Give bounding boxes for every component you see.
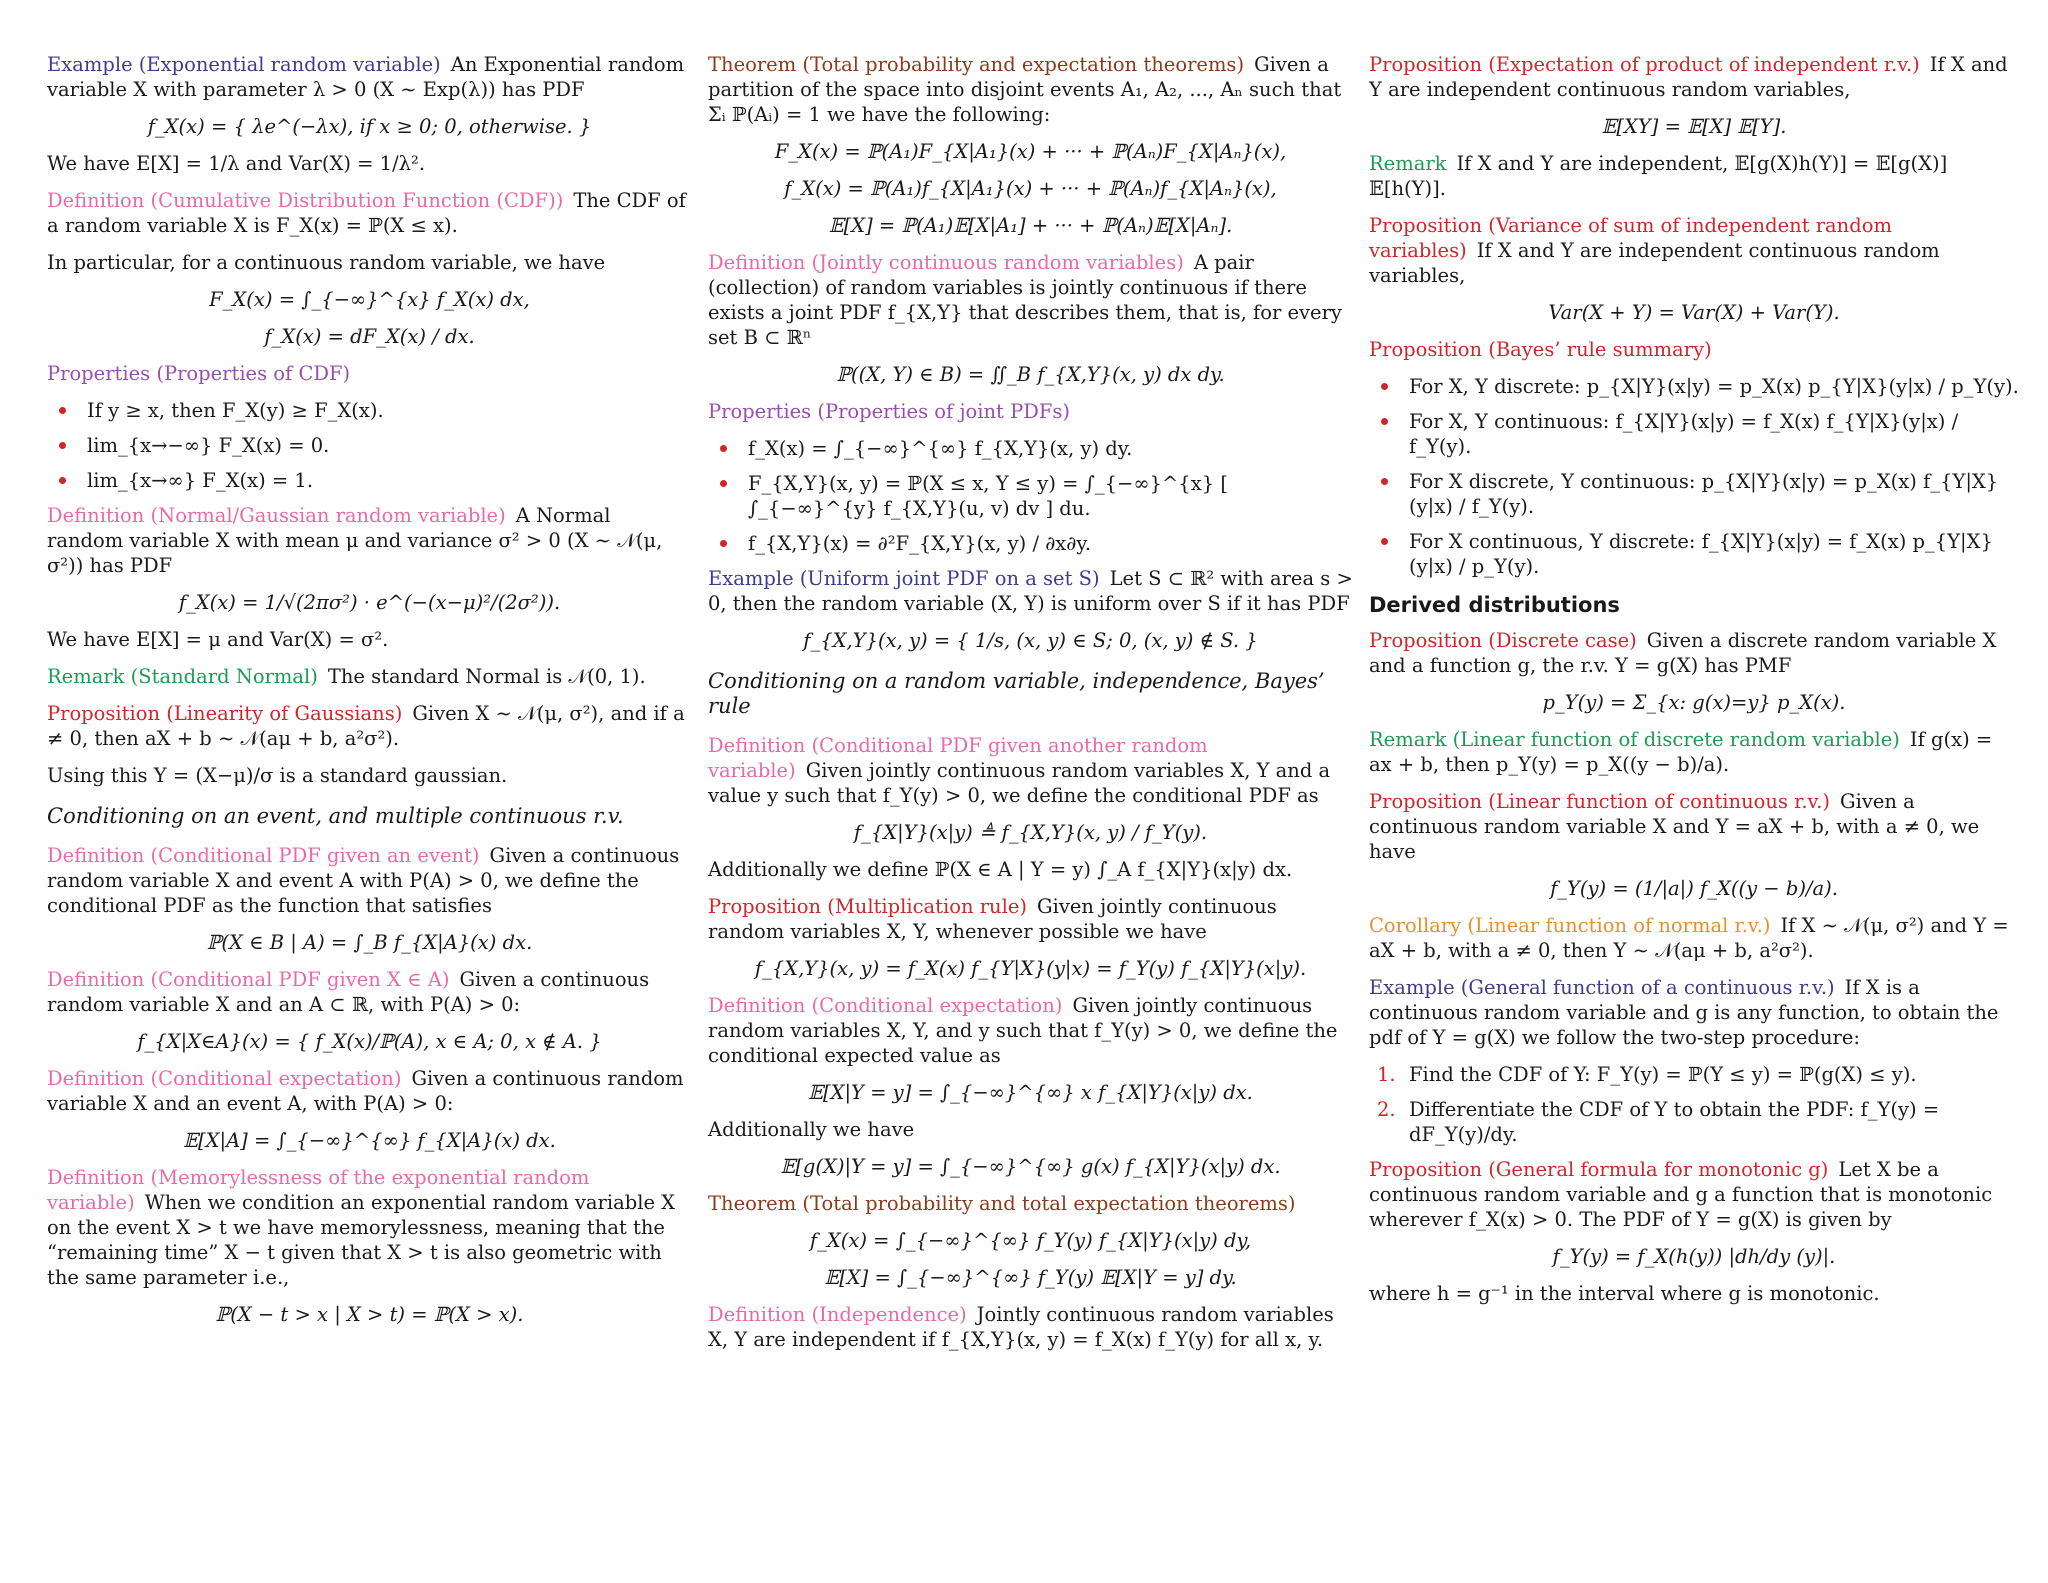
display-equation: 𝔼[X|Y = y] = ∫_{−∞}^{∞} x f_{X|Y}(x|y) dx. [808,1081,1253,1104]
block-label: Definition (Conditional expectation) [47,1067,402,1090]
section-heading: Derived distributions [1369,593,1620,617]
theorem-block [47,52,692,102]
block-paragraph [708,566,1353,616]
display-equation: p_Y(y) = Σ_{x: g(x)=y} p_X(x). [1542,691,1846,714]
block-label: Proposition (Expectation of product of independent r.v.) [1369,53,1920,76]
bullet-list [708,436,1353,556]
body-text: In particular, for a continuous random variable, we have [47,251,606,274]
list-item: lim_{x→−∞} F_X(x) = 0. [87,433,692,458]
block-paragraph [47,967,692,1017]
block-label: Definition (Independence) [708,1303,967,1326]
body-text: Additionally we have [708,1118,915,1141]
block-paragraph [47,361,692,386]
block-paragraph [1369,913,2019,963]
list-item-text: Find the CDF of Y: F_Y(y) = ℙ(Y ≤ y) = ℙ(g(X) ≤ y). [1409,1063,1917,1086]
block-paragraph [47,1165,692,1290]
display-equation: f_X(x) = ℙ(A₁)f_{X|A₁}(x) + ··· + ℙ(Aₙ)f_{X|Aₙ}(x), [784,177,1277,200]
column-3 [1369,52,2019,1318]
block-paragraph [708,733,1353,808]
theorem-block [708,1302,1353,1352]
block-paragraph [47,52,692,102]
block-text: The standard Normal is 𝒩(0, 1). [327,665,646,688]
theorem-block [1369,913,2019,963]
block-paragraph [708,399,1353,424]
theorem-block [708,250,1353,350]
block-paragraph [47,664,692,689]
block-label: Definition (Conditional PDF given another random variable) [708,734,1208,782]
list-item: For X continuous, Y discrete: f_{X|Y}(x|y) = f_X(x) p_{Y|X}(y|x) / p_Y(y). [1409,529,2019,579]
theorem-block [1369,975,2019,1050]
display-equation: ℙ(X − t > x | X > t) = ℙ(X > x). [215,1303,524,1326]
theorem-block [47,1165,692,1290]
block-label: Properties (Properties of CDF) [47,362,351,385]
block-paragraph [1369,337,2019,362]
block-text: Given jointly continuous random variables X, Y and a value y such that f_Y(y) > 0, we define the conditional PDF as [708,759,1331,807]
theorem-block [47,1066,692,1116]
body-text: where h = g⁻¹ in the interval where g is monotonic. [1369,1282,1880,1305]
block-label: Proposition (Variance of sum of independent random variables) [1369,214,1892,262]
list-item: For X discrete, Y continuous: p_{X|Y}(x|y) = p_X(x) f_{Y|X}(y|x) / f_Y(y). [1409,469,2019,519]
body-text: We have E[X] = μ and Var(X) = σ². [47,628,389,651]
display-equation: 𝔼[g(X)|Y = y] = ∫_{−∞}^{∞} g(x) f_{X|Y}(x|y) dx. [780,1155,1281,1178]
list-item: lim_{x→∞} F_X(x) = 1. [87,468,692,493]
block-label: Remark [1369,152,1447,175]
list-number: 1. [1377,1063,1396,1086]
list-item: For X, Y continuous: f_{X|Y}(x|y) = f_X(x) f_{Y|X}(y|x) / f_Y(y). [1409,409,2019,459]
block-text: If X is a continuous random variable and g is any function, to obtain the pdf of Y = g(X) we follow the two-step procedure: [1369,976,1999,1049]
block-text: Given X ∼ 𝒩(μ, σ²), and if a ≠ 0, then aX + b ∼ 𝒩(aμ + b, a²σ²). [47,702,685,750]
block-paragraph [708,1191,1353,1216]
list-number: 2. [1377,1098,1396,1121]
theorem-block [1369,337,2019,362]
display-equation: f_{X,Y}(x, y) = { 1/s, (x, y) ∈ S; 0, (x, y) ∉ S. } [803,629,1258,652]
block-paragraph [708,250,1353,350]
column-1 [47,52,692,1339]
block-text: Given a partition of the space into disjoint events A₁, A₂, ..., Aₙ such that Σᵢ ℙ(Aᵢ) = 1 we have the following: [708,53,1342,126]
display-equation: f_X(x) = ∫_{−∞}^{∞} f_Y(y) f_{X|Y}(x|y) dy, [809,1229,1252,1252]
theorem-block [47,967,692,1017]
display-equation: F_X(x) = ∫_{−∞}^{x} f_X(x) dx, [209,288,530,311]
block-label: Definition (Conditional PDF given X ∈ A) [47,968,450,991]
display-equation: f_{X|X∈A}(x) = { f_X(x)/ℙ(A), x ∈ A; 0, x ∉ A. } [137,1030,602,1053]
display-equation: f_Y(y) = f_X(h(y)) |dh/dy (y)|. [1552,1245,1836,1268]
list-item: F_{X,Y}(x, y) = ℙ(X ≤ x, Y ≤ y) = ∫_{−∞}^{x} [ ∫_{−∞}^{y} f_{X,Y}(u, v) dv ] du. [748,471,1353,521]
display-equation: 𝔼[XY] = 𝔼[X] 𝔼[Y]. [1601,115,1787,138]
theorem-block [47,361,692,386]
block-text: A Normal random variable X with mean μ and variance σ² > 0 (X ∼ 𝒩(μ, σ²)) has PDF [47,504,663,577]
display-equation: 𝔼[X] = ∫_{−∞}^{∞} f_Y(y) 𝔼[X|Y = y] dy. [824,1266,1237,1289]
body-text: We have E[X] = 1/λ and Var(X) = 1/λ². [47,152,426,175]
block-label: Proposition (Linear function of continuous r.v.) [1369,790,1831,813]
block-label: Remark (Linear function of discrete random variable) [1369,728,1900,751]
block-label: Proposition (Linearity of Gaussians) [47,702,403,725]
block-paragraph [1369,628,2019,678]
block-text: Given jointly continuous random variables X, Y, whenever possible we have [708,895,1277,943]
list-item: For X, Y discrete: p_{X|Y}(x|y) = p_X(x) p_{Y|X}(y|x) / p_Y(y). [1409,375,2019,398]
block-label: Example (Uniform joint PDF on a set S) [708,567,1100,590]
block-label: Definition (Jointly continuous random variables) [708,251,1184,274]
column-2 [708,52,1353,1364]
theorem-block [708,52,1353,127]
block-paragraph [1369,52,2019,102]
numbered-list [1369,1062,2019,1147]
block-paragraph [708,993,1353,1068]
block-paragraph [708,52,1353,127]
list-item-text: Differentiate the CDF of Y to obtain the PDF: f_Y(y) = dF_Y(y)/dy. [1409,1098,1940,1146]
theorem-block [1369,52,2019,102]
block-paragraph [1369,789,2019,864]
block-label: Example (Exponential random variable) [47,53,441,76]
block-paragraph [1369,975,2019,1050]
block-paragraph [1369,727,2019,777]
display-equation: f_{X,Y}(x, y) = f_X(x) f_{Y|X}(y|x) = f_Y(y) f_{X|Y}(x|y). [754,957,1307,980]
block-paragraph [708,1302,1353,1352]
block-text: Let X be a continuous random variable and g a function that is monotonic wherever f_X(x) > 0. The PDF of Y = g(X) is given by [1369,1158,1993,1231]
block-label: Proposition (Multiplication rule) [708,895,1027,918]
theorem-block [1369,789,2019,864]
block-text: If X and Y are independent continuous random variables, [1369,239,1940,287]
theorem-block [708,566,1353,616]
block-label: Definition (Cumulative Distribution Function (CDF)) [47,189,564,212]
theorem-block [708,894,1353,944]
theorem-block [47,701,692,751]
block-label: Proposition (General formula for monotonic g) [1369,1158,1829,1181]
list-item [1377,1062,2019,1087]
theorem-block [47,503,692,578]
block-text: Jointly continuous random variables X, Y are independent if f_{X,Y}(x, y) = f_X(x) f_Y(y) for all x, y. [708,1303,1334,1351]
block-paragraph [47,843,692,918]
theorem-block [47,843,692,918]
block-label: Theorem (Total probability and total expectation theorems) [708,1192,1296,1215]
block-paragraph [47,503,692,578]
block-paragraph [47,188,692,238]
block-label: Remark (Standard Normal) [47,665,318,688]
display-equation: f_X(x) = { λe^(−λx), if x ≥ 0; 0, otherwise. } [147,115,592,138]
block-text: If X and Y are independent continuous random variables, [1369,53,2008,101]
block-paragraph [1369,1157,2019,1232]
theorem-block [47,188,692,238]
block-label: Definition (Conditional PDF given an event) [47,844,480,867]
display-equation: 𝔼[X] = ℙ(A₁)𝔼[X|A₁] + ··· + ℙ(Aₙ)𝔼[X|Aₙ]. [828,214,1233,237]
theorem-block [1369,727,2019,777]
block-text: Given a discrete random variable X and a function g, the r.v. Y = g(X) has PMF [1369,629,1997,677]
block-paragraph [1369,213,2019,288]
theorem-block [708,733,1353,808]
block-label: Example (General function of a continuous r.v.) [1369,976,1835,999]
block-text: Let S ⊂ ℝ² with area s > 0, then the random variable (X, Y) is uniform over S if it has PDF [708,567,1353,615]
bullet-list [1369,374,2019,579]
block-label: Properties (Properties of joint PDFs) [708,400,1070,423]
block-label: Proposition (Bayes’ rule summary) [1369,338,1712,361]
theorem-block [708,993,1353,1068]
block-paragraph [47,1066,692,1116]
display-equation: ℙ((X, Y) ∈ B) = ∬_B f_{X,Y}(x, y) dx dy. [836,363,1225,386]
section-heading: Conditioning on a random variable, independence, Bayes’ rule [708,669,1325,718]
block-text: Given jointly continuous random variables X, Y, and y such that f_Y(y) > 0, we define the conditional expected value as [708,994,1338,1067]
block-text: If X and Y are independent, 𝔼[g(X)h(Y)] = 𝔼[g(X)] 𝔼[h(Y)]. [1369,152,1948,200]
display-equation: Var(X + Y) = Var(X) + Var(Y). [1548,301,1840,324]
display-equation: 𝔼[X|A] = ∫_{−∞}^{∞} f_{X|A}(x) dx. [183,1129,556,1152]
body-text: Additionally we define ℙ(X ∈ A | Y = y) ∫_A f_{X|Y}(x|y) dx. [708,858,1293,881]
block-text: When we condition an exponential random variable X on the event X > t we have memorylessness, meaning that the “remaining time” X − t given that X > t is also geometric with the same parameter i.e., [47,1191,676,1289]
block-text: Given a continuous random variable X and an A ⊂ ℝ, with P(A) > 0: [47,968,650,1016]
theorem-block [708,1191,1353,1216]
block-paragraph [1369,151,2019,201]
list-item: If y ≥ x, then F_X(y) ≥ F_X(x). [87,398,692,423]
display-equation: f_X(x) = 1/√(2πσ²) · e^(−(x−μ)²/(2σ²)). [178,591,561,614]
display-equation: f_{X|Y}(x|y) ≜ f_{X,Y}(x, y) / f_Y(y). [853,821,1208,844]
theorem-block [708,399,1353,424]
list-item: f_{X,Y}(x) = ∂²F_{X,Y}(x, y) / ∂x∂y. [748,531,1353,556]
block-paragraph [708,894,1353,944]
theorem-block [1369,213,2019,288]
display-equation: F_X(x) = ℙ(A₁)F_{X|A₁}(x) + ··· + ℙ(Aₙ)F_{X|Aₙ}(x), [774,140,1287,163]
theorem-block [1369,1157,2019,1232]
section-heading: Conditioning on an event, and multiple continuous r.v. [47,804,624,828]
block-label: Definition (Memorylessness of the exponential random variable) [47,1166,590,1214]
theorem-block [47,664,692,689]
bullet-list [47,398,692,493]
block-label: Definition (Conditional expectation) [708,994,1063,1017]
block-label: Proposition (Discrete case) [1369,629,1637,652]
list-item [1377,1097,2019,1147]
block-text: If g(x) = ax + b, then p_Y(y) = p_X((y − b)/a). [1369,728,1993,776]
theorem-block [1369,628,2019,678]
block-text: Given a continuous random variable X and Y = aX + b, with a ≠ 0, we have [1369,790,1980,863]
display-equation: ℙ(X ∈ B | A) = ∫_B f_{X|A}(x) dx. [206,931,533,954]
body-text: Using this Y = (X−μ)/σ is a standard gaussian. [47,764,508,787]
block-paragraph [47,701,692,751]
display-equation: f_X(x) = dF_X(x) / dx. [264,325,475,348]
list-item: f_X(x) = ∫_{−∞}^{∞} f_{X,Y}(x, y) dy. [748,436,1353,461]
block-text: Given a continuous random variable X and an event A, with P(A) > 0: [47,1067,684,1115]
display-equation: f_Y(y) = (1/|a|) f_X((y − b)/a). [1550,877,1838,900]
block-text: The CDF of a random variable X is F_X(x) = ℙ(X ≤ x). [47,189,686,237]
block-label: Corollary (Linear function of normal r.v.) [1369,914,1771,937]
block-text: If X ∼ 𝒩(μ, σ²) and Y = aX + b, with a ≠ 0, then Y ∼ 𝒩(aμ + b, a²σ²). [1369,914,2009,962]
block-label: Definition (Normal/Gaussian random variable) [47,504,506,527]
block-text: An Exponential random variable X with parameter λ > 0 (X ∼ Exp(λ)) has PDF [47,53,685,101]
theorem-block [1369,151,2019,201]
block-label: Theorem (Total probability and expectation theorems) [708,53,1245,76]
block-text: A pair (collection) of random variables is jointly continuous if there exists a joint PDF f_{X,Y} that describes them, that is, for every set B ⊂ ℝⁿ [708,251,1342,349]
block-text: Given a continuous random variable X and event A with P(A) > 0, we define the conditional PDF as the function that satisfies [47,844,680,917]
